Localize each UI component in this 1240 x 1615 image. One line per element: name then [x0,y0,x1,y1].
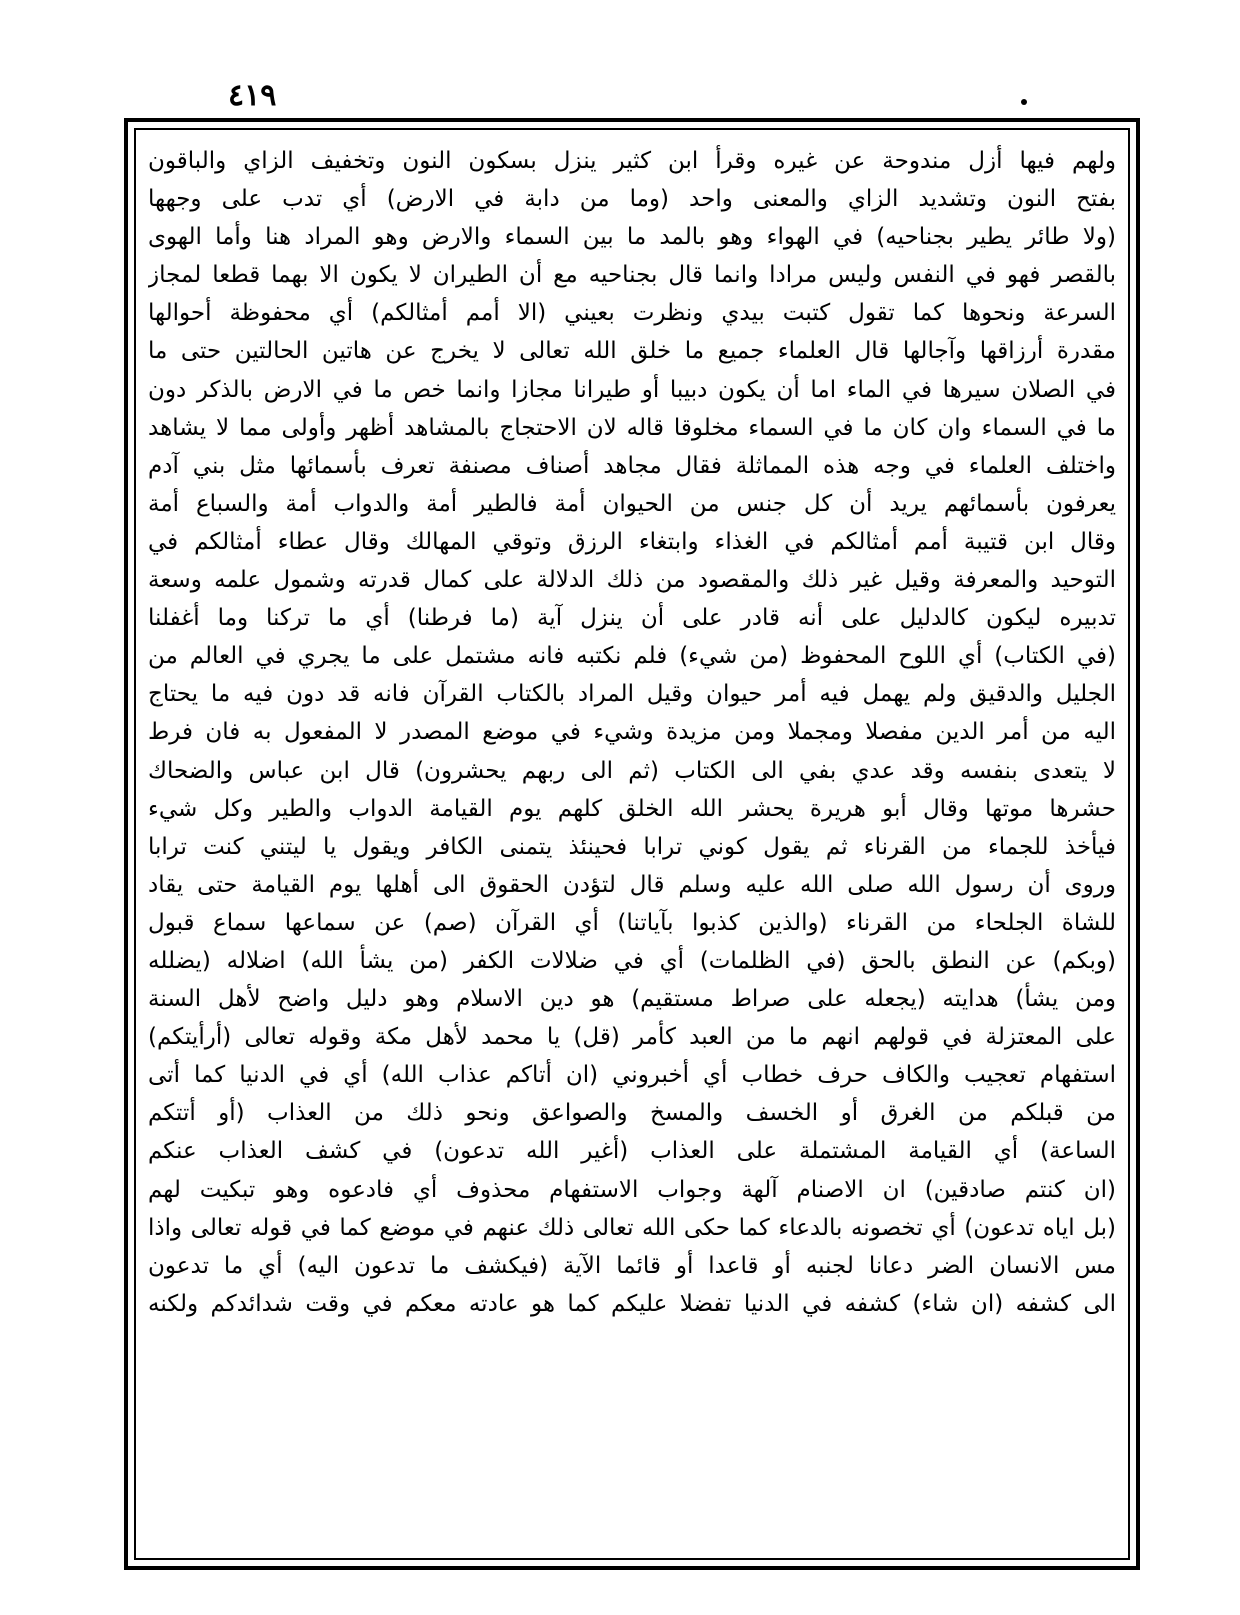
text-line: (بل اياه تدعون) أي تخصونه بالدعاء كما حكى الله تعالى ذلك عنهم في موضع كما في قوله تعالى واذا [148,1214,1116,1241]
text-line: ولهم فيها أزل مندوحة عن غيره وقرأ ابن كثير ينزل بسكون النون وتخفيف الزاي والباقون [148,148,1116,174]
text-line: ما في السماء وان كان ما في السماء مخلوقا قاله لان الاحتجاج بالمشاهد أظهر وأولى مما لا يشاهد [148,414,1116,441]
text-line: الجليل والدقيق ولم يهمل فيه أمر حيوان وقيل المراد بالكتاب القرآن فانه قد دون فيه ما يحتاج [148,681,1116,708]
corner-dot [1021,99,1027,105]
text-line: اليه من أمر الدين مفصلا ومجملا ومن مزيدة وشيء في موضع المصدر لا المفعول به فان فرط [148,719,1116,746]
text-line: من قبلكم من الغرق أو الخسف والمسخ والصواعق ونحو ذلك من العذاب (أو أتتكم [148,1100,1116,1127]
text-line: السرعة ونحوها كما تقول كتبت بيدي ونظرت بعيني (الا أمم أمثالكم) أي محفوظة أحوالها [148,300,1116,327]
text-line: على المعتزلة في قولهم انهم ما من العبد كأمر (قل) يا محمد لأهل مكة وقوله تعالى (أرأيتكم) [148,1024,1116,1051]
text-line: الساعة) أي القيامة المشتملة على العذاب (أغير الله تدعون) في كشف العذاب عنكم [148,1138,1116,1165]
text-line: في الصلان سيرها في الماء اما أن يكون دبيبا أو طيرانا مجازا وانما خص ما في الارض بالذكر دون [148,376,1116,403]
text-line: فيأخذ للجماء من القرناء ثم يقول كوني ترابا فحينئذ يتمنى الكافر ويقول يا ليتني كنت ترابا [148,833,1116,860]
body-text [148,142,1116,1552]
text-line: وروى أن رسول الله صلى الله عليه وسلم قال لتؤدن الحقوق الى أهلها يوم القيامة حتى يقاد [148,871,1116,898]
text-line: مقدرة أرزاقها وآجالها قال العلماء جميع ما خلق الله تعالى لا يخرج عن هاتين الحالتين حتى ما [148,338,1116,365]
text-line: استفهام تعجيب والكاف حرف خطاب أي أخبروني (ان أتاكم عذاب الله) أي في الدنيا كما أتى [148,1062,1116,1089]
page-number: ٤١٩ [228,78,277,113]
text-line: حشرها موتها وقال أبو هريرة يحشر الله الخلق كلهم يوم القيامة الدواب والطير وكل شيء [148,795,1116,822]
text-line: التوحيد والمعرفة وقيل غير ذلك والمقصود من ذلك الدلالة على كمال قدرته وشمول علمه وسعة [148,567,1116,594]
text-line: (وبكم) عن النطق بالحق (في الظلمات) أي في ضلالات الكفر (من يشأ الله) اضلاله (يضلله [148,947,1116,974]
text-line: الى كشفه (ان شاء) كشفه في الدنيا تفضلا عليكم كما هو عادته معكم في وقت شدائدكم ولكنه [148,1290,1116,1317]
text-line: بالقصر فهو في النفس وليس مرادا وانما قال بجناحيه مع أن الطيران لا يكون الا بهما قطعا لمجاز [148,262,1116,289]
text-line: ومن يشأ) هدايته (يجعله على صراط مستقيم) هو دين الاسلام وهو دليل واضح لأهل السنة [148,986,1116,1013]
text-line: تدبيره ليكون كالدليل على أنه قادر على أن ينزل آية (ما فرطنا) أي ما تركنا وما أغفلنا [148,605,1116,632]
text-line: (في الكتاب) أي اللوح المحفوظ (من شيء) فلم نكتبه فانه مشتمل على ما يجري في العالم من [148,643,1116,670]
text-line: مس الانسان الضر دعانا لجنبه أو قاعدا أو قائما الآية (فيكشف ما تدعون اليه) أي ما تدعون [148,1252,1116,1279]
text-line: يعرفون بأسمائهم يريد أن كل جنس من الحيوان أمة فالطير أمة والدواب أمة والسباع أمة [148,490,1116,517]
text-line: لا يتعدى بنفسه وقد عدي بفي الى الكتاب (ثم الى ربهم يحشرون) قال ابن عباس والضحاك [148,757,1116,784]
text-line: بفتح النون وتشديد الزاي والمعنى واحد (وما من دابة في الارض) أي تدب على وجهها [148,186,1116,213]
text-line: وقال ابن قتيبة أمم أمثالكم في الغذاء وابتغاء الرزق وتوقي المهالك وقال عطاء أمثالكم في [148,528,1116,555]
text-line: (ولا طائر يطير بجناحيه) في الهواء وهو بالمد ما بين السماء والارض وهو المراد هنا وأما الهوى [148,224,1116,251]
text-line: واختلف العلماء في وجه هذه المماثلة فقال مجاهد أصناف مصنفة تعرف بأسمائها مثل بني آدم [148,452,1116,479]
text-line: للشاة الجلحاء من القرناء (والذين كذبوا بآياتنا) أي القرآن (صم) عن سماعها سماع قبول [148,909,1116,936]
text-line: (ان كنتم صادقين) ان الاصنام آلهة وجواب الاستفهام محذوف أي فادعوه وهو تبكيت لهم [148,1176,1116,1203]
